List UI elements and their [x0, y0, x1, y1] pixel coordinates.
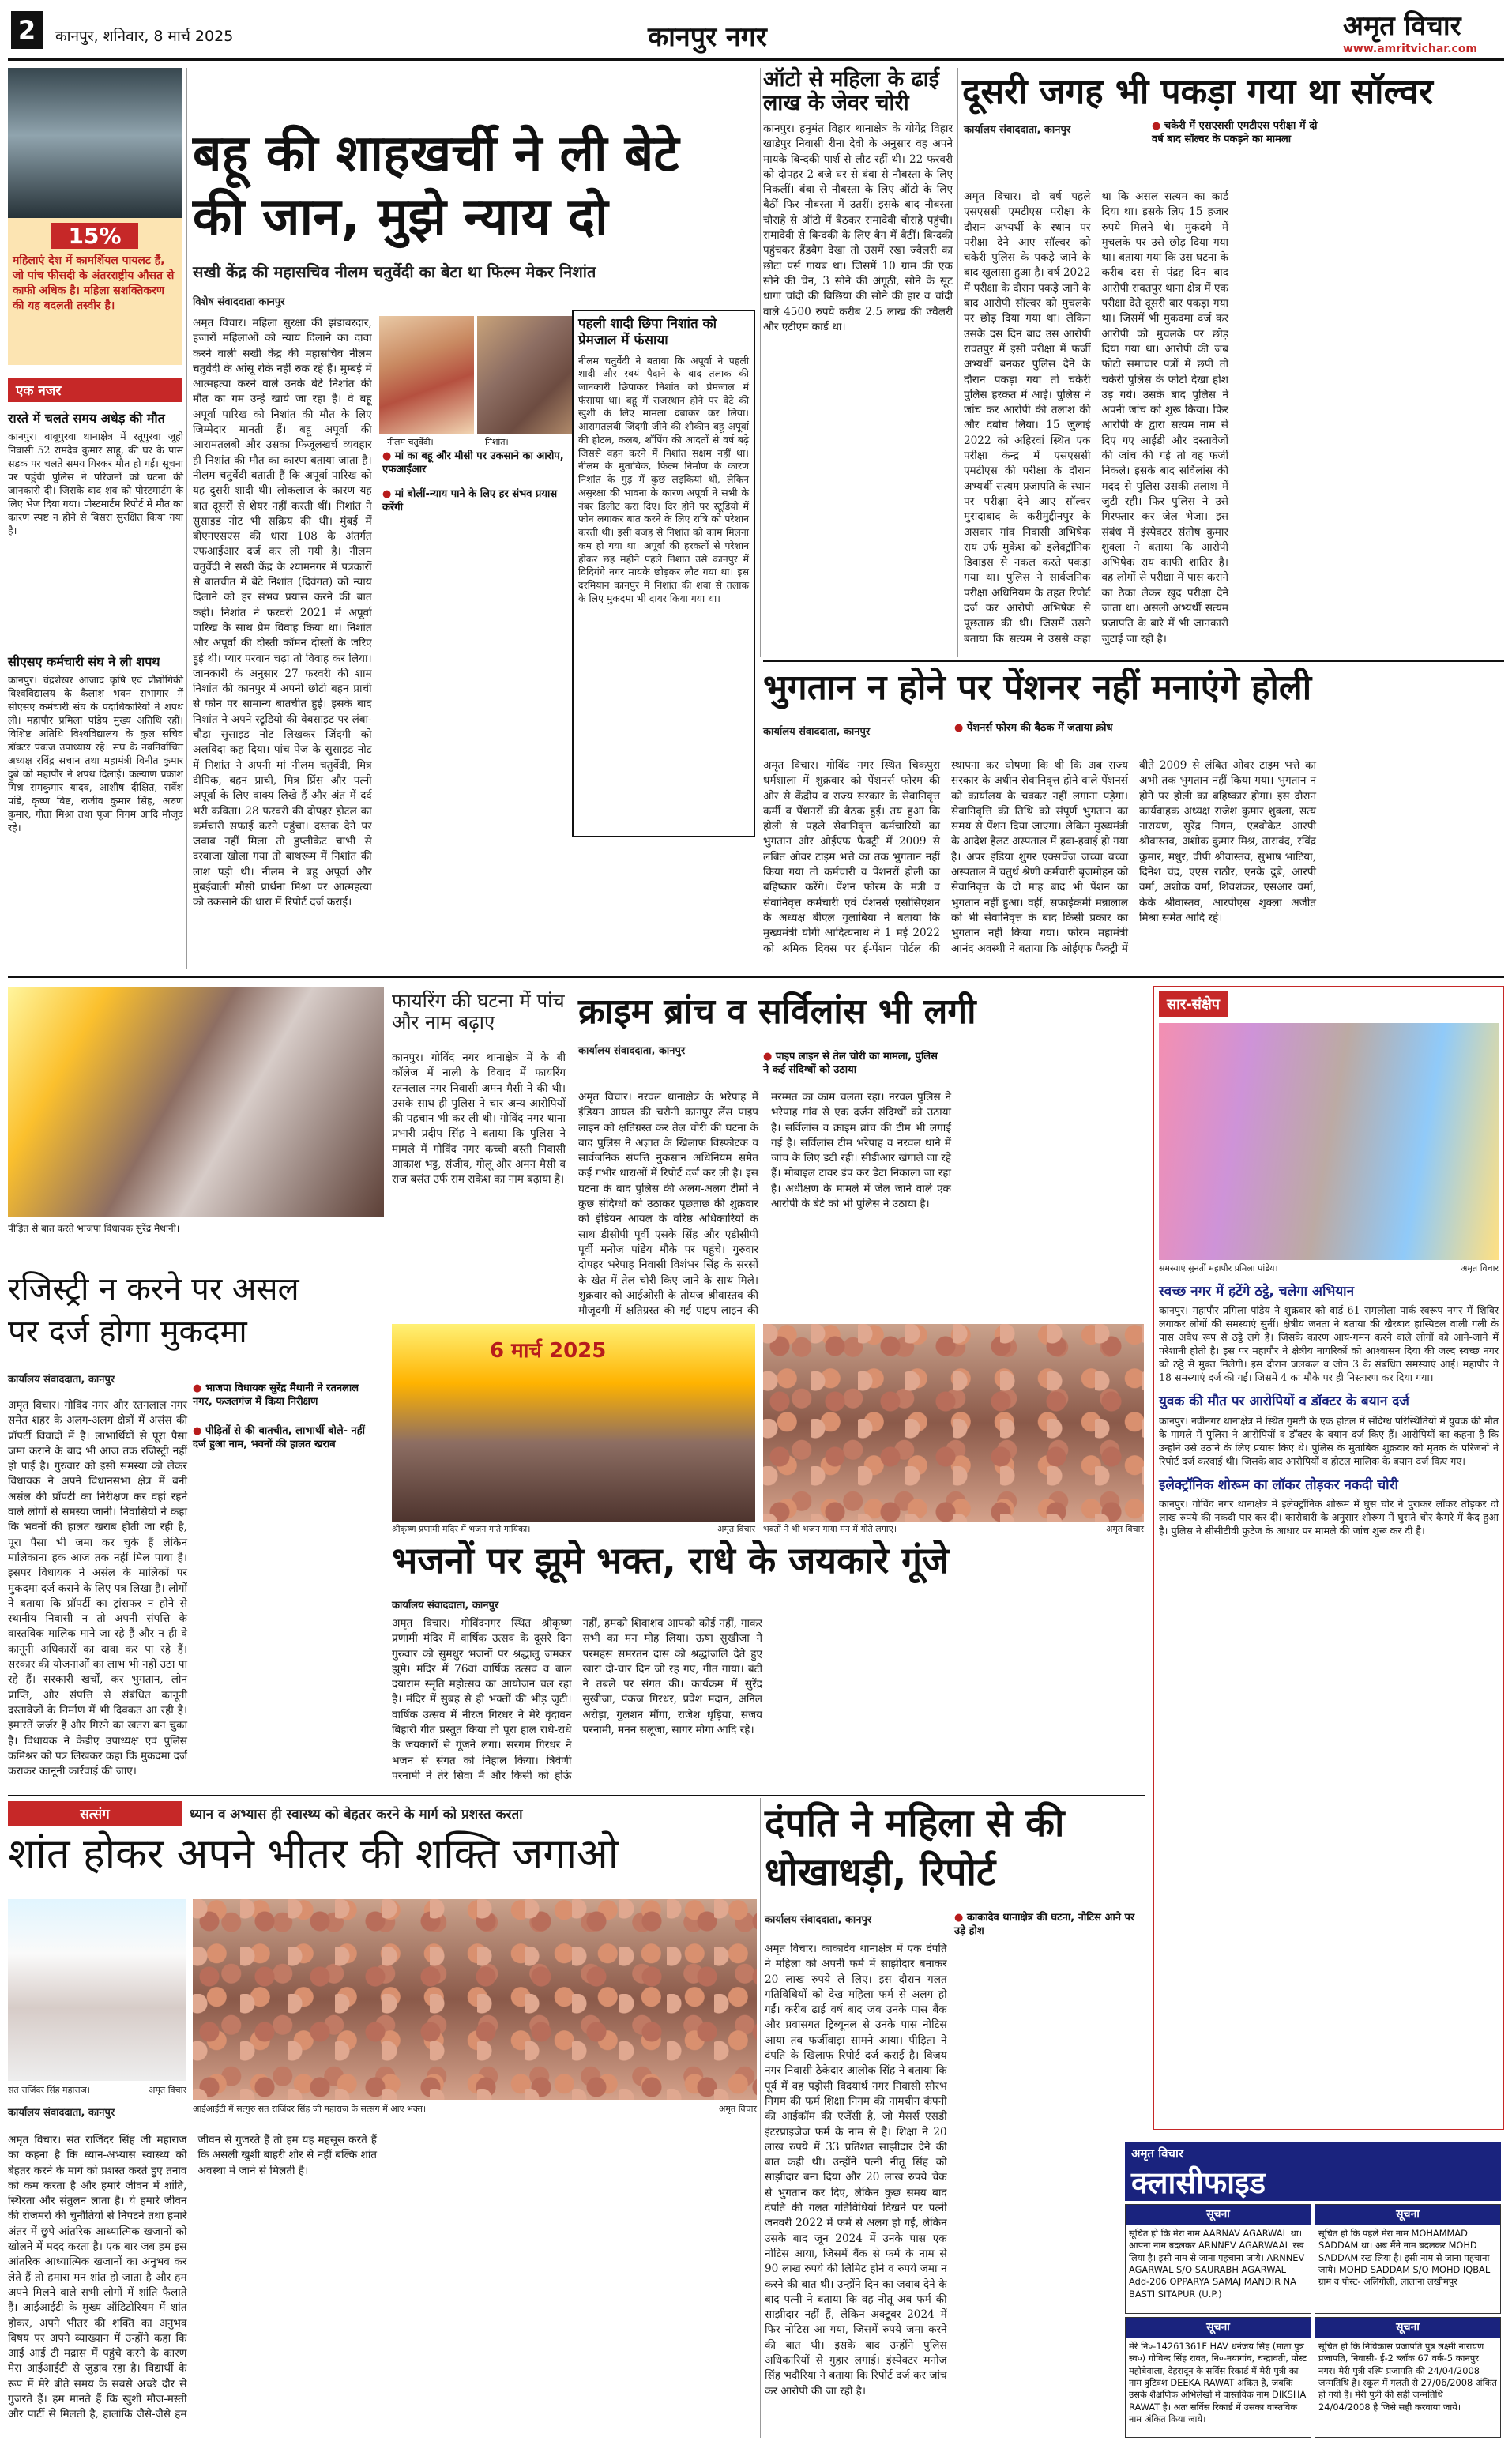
classified-brand: अमृत विचार [1131, 2146, 1183, 2161]
classified-header [1125, 2142, 1501, 2201]
bhajan-credit-1: अमृत विचार [717, 1524, 755, 1534]
sar-caption: समस्याएं सुनतीं महापौर प्रमिला पांडेय। [1159, 1263, 1278, 1273]
satsang-caption-1-row [8, 2084, 186, 2096]
sar-item-3-body: कानपुर। गोविंद नगर थानाक्षेत्र में इलेक्ट्रॉनिक शोरूम में घुस चोर ने पुराकर लॉकर तोड़कर दो लाख रुपये की नकदी पार कर दी। कारोबारी के अनुसार शोरूम में घुसते चोर कैमरे में कैद हुआ है। पुलिस ने सीसीटीवी फुटेज के आधार पर मामले की जांच शुरू कर दी है। [1159, 1497, 1499, 1537]
crime-bullet-text: पाइप लाइन से तेल चोरी का मामला, पुलिस ने कई संदिग्धों को उठाया [763, 1051, 938, 1076]
solver-body: अमृत विचार। दो वर्ष पहले एसएससी एमटीएस परीक्षा के दौरान अभ्यर्थी के स्थान पर परीक्षा देने आए सॉल्वर को चकेरी पुलिस के पकड़े जाने के बाद खुलासा हुआ है। वर्ष 2022 में परीक्षा के दौरान पकड़े जाने के बाद आरोपी सॉल्वर को मुचलके पर छोड़ दिया गया था। लेकिन उसके दस दिन बाद उस आरोपी रावतपुर में इसी परीक्षा में फर्जी अभ्यर्थी बनकर पुलिस देने के दौरान पकड़ा गया तो चकेरी पुलिस हरकत में आई। पुलिस ने जांच कर आरोपी की तलाश की और दबोच लिया। 15 जुलाई 2022 को अहिरवां स्थित एक परीक्षा केन्द्र में एसएससी एमटीएस की परीक्षा के दौरान अभ्यर्थी सत्यम प्रजापति के स्थान पर परीक्षा देने आए सॉल्वर मुरादाबाद के करीमुद्दीनपुर के असवार गांव निवासी अभिषेक राय उर्फ मुकेश को इलेक्ट्रॉनिक डिवाइस से नकल करते पकड़ा गया था। पुलिस ने सार्वजनिक परीक्षा अधिनियम के तहत रिपोर्ट दर्ज कर आरोपी अभिषेक से पूछताछ की थी। जिसमें उसने बताया कि सत्यम ने उससे कहा था कि असल सत्यम का कार्ड दिया था। इसके लिए 15 हजार रुपये मिलने थे। मुकदमे में मुचलके पर उसे छोड़ दिया गया था। बताया गया कि उस घटना के करीब दस से पंद्रह दिन बाद आरोपी रावतपुर थाना क्षेत्र में एक परीक्षा देते दूसरी बार पकड़ा गया था। जिसमें भी मुकदमा दर्ज कर आरोपी को मुचलके पर छोड़ दिया गया था। आरोपी की जब फोटो समाचार पत्रों में छपी तो चकेरी पुलिस के फोटो देखा होश उड़ गये। उसके बाद पुलिस ने अपनी जांच को शुरू किया। फिर आरोपी के द्वारा सत्यम नाम से दिए गए आईडी और दस्तावेजों की जांच की गई तो वह फर्जी निकले। इसके बाद सर्विलांस की मदद से पुलिस उसकी तलाश में जुटी रही। फिर पुलिस ने उसे गिरफ्तार कर जेल भेजा। इस संबंध में इंस्पेक्टर संतोष कुमार शुक्ला ने बताया कि आरोपी अभिषेक राय काफी शातिर है। वह लोगों से परीक्षा में पास कराने का ठेका लेकर खुद परीक्षा देने जाता था। असली अभ्यर्थी सत्यम प्रजापति के बारे में भी जानकारी जुटाई जा रही है। [964, 190, 1228, 645]
brand-logo: अमृत विचार [1343, 10, 1461, 42]
dateline: कानपुर, शनिवार, 8 मार्च 2025 [55, 28, 234, 45]
classified-notice-2 [1315, 2204, 1501, 2314]
fraud-headline-1: दंपति ने महिला से की [765, 1801, 1065, 1845]
lead-body: अमृत विचार। महिला सुरक्षा की झंडाबरदार, हजारों महिलाओं को न्याय दिलाने का दावा करने वाली सखी केंद्र की महासचिव नीलम चतुर्वेदी के आंसू रोके नहीं रुक रहे हैं। मुम्बई में आत्महत्या करने वाले उनके बेटे निशांत की मौत का गम उन्हें खाये जा रहा है। वे बहू अपूर्वा पारिख को निशांत की मौत के लिए जिम्मेदार मानती हैं। बहू अपूर्वा की आरामतलबी और उसका फिजूलखर्च व्यवहार ही निशांत की मौत का कारण बताया जाता है। नीलम चतुर्वेदी बताती हैं कि अपूर्वा पारिख को यह दुसरी शादी थी। लोकलाज के कारण यह बात दूसरों से शेयर नहीं करती थीं। निशांत ने सुसाइड नोट भी सक्रिय की थी। मुंबई में बीएनएसएस की धारा 108 के अंतर्गत एफआईआर दर्ज कर ली गयी है। नीलम चतुर्वेदी ने सखी केंद्र के श्यामनगर में पत्रकारों से बातचीत में बेटे निशांत (दिवंगत) को न्याय दिलाने को हर संभव प्रयास करने की बात कही। निशांत ने फरवरी 2021 में अपूर्वा पारिख के साथ प्रेम विवाह किया था। निशांत और अपूर्वा की दोस्ती कॉमन दोस्तों के जरिए हुई थी। प्यार परवान चढ़ा तो विवाह कर लिया। जानकारी के अनुसार 27 फरवरी की शाम निशांत की कानपुर में अपनी छोटी बहन प्राची से फोन पर सामान्य बातचीत हुई। इसके बाद निशांत ने अपने स्टूडियो की वेबसाइट पर लंबा-चौड़ा सुसाइड नोट लिखकर जिंदगी को अलविदा कह दिया। पांच पेज के सुसाइड नोट में निशांत ने अपनी मां नीलम चतुर्वेदी, मित्र दीपिक, बहन प्राची, मित्र प्रिंस और पत्नी अपूर्वा के लिए वाक्य लिखे हैं और अंत में दर्द भरी कविता। 28 फरवरी की दोपहर होटल का कर्मचारी सफाई करने पहुंचा। दस्तक देने पर जवाब नहीं मिला तो डुप्लीकेट चाभी से दरवाजा खोला गया तो बाथरूम में निशांत की लाश पड़ी थी। नीलम ने बहू अपूर्वा और मुंबईवाली मौसी प्रार्थना मिश्रा पर आत्महत्या को उकसाने की धारा में रिपोर्ट दर्ज कराई। [193, 317, 372, 909]
registry-bullet-1-text: भाजपा विधायक सुरेंद्र मैथानी ने रतनलाल नगर, फजलगंज में किया निरीक्षण [193, 1382, 359, 1408]
masthead [0, 0, 1512, 63]
sar-photo [1159, 1023, 1499, 1260]
lead-bullet-2: ● मां बोलीं-न्याय पाने के लिए हर संभव प्रयास करेंगी [382, 488, 558, 513]
brand-url[interactable]: www.amritvichar.com [1343, 43, 1478, 55]
pension-bullet: ● पेंशनर्स फोरम की बैठक में जताया क्रोध [954, 722, 1113, 734]
crime-byline: कार्यालय संवाददाता, कानपुर [578, 1045, 686, 1057]
ek-nazar-item-2 [8, 654, 183, 834]
notice-3-body: मेरे नि०-14261361F HAV धनंजय सिंह (माता पुत्र स्व०) गोविन्द सिंह रावत, नि०-नयागांव, चन्द्रावती, पोस्ट महोबेवाला, देहरादून के सर्विस रिकार्ड में मेरी पुत्री का नाम त्रुटिवश DEEKA RAWAT अंकित है, जबकि उसके शैक्षणिक अभिलेखों में वास्तविक नाम DIKSHA RAWAT है। अतः सर्विस रिकार्ड में उसका वास्तविक नाम अंकित किया जाये। [1129, 2340, 1307, 2425]
sar-item-3 [1159, 1477, 1499, 1537]
pension-body: अमृत विचार। गोविंद नगर स्थित चिकपुरा धर्मशाला में शुक्रवार को पेंशनर्स फोरम की ओर से केंद्रीय व राज्य सरकार के सेवानिवृत्त कर्मी व पेंशनरों की बैठक हुई। तय हुआ कि होली से पहले सेवानिवृत्त कर्मचारियों का भुगतान और ओईएफ फैक्ट्री में 2009 से लंबित ओवर टाइम भत्ते का तक भुगतान नहीं किया गया तो कर्मचारी व पेंशनरों होली का बहिष्कार करेंगे। पेंशन फोरम के मंत्री व सेवानिवृत्त कर्मचारी एवं पेंशनर्स एसोसिएशन के अध्यक्ष बीएल गुलाबिया ने बताया कि मुख्यमंत्री योगी आदित्यनाथ ने 1 मई 2022 को श्रमिक दिवस पर ई-पेंशन पोर्टल की स्थापना कर घोषणा कि थी कि अब राज्य सरकार के अधीन सेवानिवृत्त होने वाले पेंशनर्स को कार्यालय के चक्कर नहीं लगाना पड़ेगा। सेवानिवृत्ति की तिथि को संपूर्ण भुगतान का समय से पेंशन दिया जाएगा। लेकिन मुख्यमंत्री के आदेश हैलट अस्पताल में हवा-हवाई हो गया है। अपर इंडिया शुगर एक्सचेंज जच्चा बच्चा अस्पताल में चतुर्थ श्रेणी कर्मचारी बृजमोहन को सेवानिवृत्त के दो माह बाद भी पेंशन का भुगतान नहीं हुआ। वहीं, सफाईकर्मी मन्नालाल को भी सेवानिवृत्त के बाद किसी प्रकार का भुगतान नहीं किया गया। फोरम महामंत्री आनंद अवस्थी ने बताया कि ओईएफ फैक्ट्री में बीते 2009 से लंबित ओवर टाइम भत्ते का अभी तक भुगतान नहीं किया गया। भुगतान न होने पर होली का बहिष्कार होगा। इस दौरान कार्यवाहक अध्यक्ष राजेश कुमार शुक्ला, सत्य नारायण, सुरेंद्र निगम, एडवोकेट आरपी श्रीवास्तव, अशोक कुमार मिश्र, तारावंद, रविंद्र कुमार, मधुर, वीपी श्रीवास्तव, सुभाष भाटिया, दिनेश चंद्र, एएस राठौर, एनके दुबे, आरपी वर्मा, अशोक वर्मा, शिवशंकर, एसआर वर्मा, केके श्रीवास्तव, आरपीएस शुक्ला अजीत मिश्रा समेत आदि रहे। [763, 759, 1316, 955]
ek-nazar-head-1: रास्ते में चलते समय अधेड़ की मौत [8, 411, 165, 426]
column-rule [760, 68, 761, 657]
classified-notice-3 [1125, 2317, 1311, 2438]
classified-notice-1 [1125, 2204, 1311, 2314]
column-rule [957, 68, 958, 657]
crime-headline: क्राइम ब्रांच व सर्विलांस भी लगी [578, 991, 976, 1032]
column-rule [186, 68, 187, 969]
firing-headline: फायरिंग की घटना में पांच और नाम बढ़ाए [392, 990, 565, 1033]
jewel-headline: ऑटो से महिला के ढाई लाख के जेवर चोरी [763, 67, 940, 116]
classified-notice-4 [1315, 2317, 1501, 2438]
notice-1-head: सूचना [1126, 2205, 1311, 2225]
lead-box-title: पहली शादी छिपा निशांत को प्रेमजाल में फंसाया [578, 316, 717, 349]
sar-item-1-head: स्वच्छ नगर में हटेंगे ठट्ठे, चलेगा अभियान [1159, 1284, 1355, 1300]
notice-3-head: सूचना [1126, 2318, 1311, 2338]
bhajan-byline: कार्यालय संवाददाता, कानपुर [392, 1600, 499, 1612]
row3-rule [8, 1795, 1145, 1796]
fraud-bullet: ● काकादेव थानाक्षेत्र की घटना, नोटिस आने पर उड़े होश [954, 1912, 1135, 1937]
satsang-byline: कार्यालय संवाददाता, कानपुर [8, 2107, 115, 2119]
registry-byline: कार्यालय संवाददाता, कानपुर [8, 1374, 115, 1386]
ek-nazar-tag: एक नजर [8, 378, 182, 402]
lead-bullet-1-text: मां का बहू और मौसी पर उकसाने का आरोप, एफआईआर [382, 450, 564, 476]
sar-item-2 [1159, 1394, 1499, 1467]
registry-headline-1: रजिस्ट्री न करने पर असल [8, 1271, 299, 1307]
ek-nazar-body-1: कानपुर। बाबूपुरवा थानाक्षेत्र में रतूपुरवा जूही निवासी 52 रामदेव कुमार साहू, की घर के पास सड़क पर चलते समय गिरकर मौत हो गई। सूचना पर पहुंची पुलिस ने परिजनों को घटना की जानकारी दी। जिसके बाद शव को पोस्टमार्टम के लिए भेज दिया गया। पोस्टमार्टम रिपोर्ट में मौत का कारण स्पष्ट न होने से बिसरा सुरक्षित किया गया है। [8, 431, 183, 536]
sar-item-1 [1159, 1284, 1499, 1384]
satsang-photo-crowd [193, 1899, 757, 2100]
pension-headline: भुगतान न होने पर पेंशनर नहीं मनाएंगे होली [763, 668, 1312, 708]
sar-item-3-head: इलेक्ट्रॉनिक शोरूम का लॉकर तोड़कर नकदी चोरी [1159, 1476, 1398, 1493]
pension-byline: कार्यालय संवाददाता, कानपुर [763, 726, 871, 738]
crime-body: अमृत विचार। नरवल थानाक्षेत्र के भरेपाह में इंडियन आयल की चरौनी कानपुर लेंस पाइप लाइन को क्षतिग्रस्त कर तेल चोरी की घटना के बाद पुलिस ने अज्ञात के खिलाफ विस्फोटक व सार्वजनिक संपत्ति नुकसान अधिनियम समेत कई गंभीर धाराओं में रिपोर्ट दर्ज कर ली है। इस घटना के बाद पुलिस की अलग-अलग टीमों ने कुछ संदिग्धों को उठाकर पूछताछ की शुक्रवार को इंडियन आयल के वरिष्ठ अधिकारियों के साथ डीसीपी पूर्वी एसके सिंह और एडीसीपी पूर्वी मनोज पांडेय मौके पर पहुंचे। गुरुवार दोपहर भरेपाह निवासी विशंभर सिंह के सरसों के खेत में तेल चोरी किए जाने के साथ मिले। शुक्रवार को आईओसी के तोयज श्रीवास्तव की मौजूदगी में क्षतिग्रस्त की गई पाइप लाइन की मरम्मत का काम चलता रहा। नरवल पुलिस ने भरेपाह गांव से एक दर्जन संदिग्धों को उठाया है। सर्विलांस व क्राइम ब्रांच की टीम भी लगाई गई है। सर्विलांस टीम भरेपाह व नरवल थाने में जांच के लिए डटी रही। सीडीआर खंगाले जा रहे हैं। मोबाइल टावर डंप कर डेटा निकाला जा रहा है। अधीक्षण के मामले में जेल जाने वाले एक आरोपी के बेटे को भी पुलिस ने उठाया है। [578, 1091, 951, 1318]
section-title: कानपुर नगर [648, 21, 767, 53]
satsang-credit-2: अमृत विचार [718, 2104, 757, 2114]
header-rule [8, 58, 1504, 61]
crime-bullet: ● पाइप लाइन से तेल चोरी का मामला, पुलिस ने कई संदिग्धों को उठाया [763, 1051, 938, 1076]
lead-byline: विशेष संवाददाता कानपुर [193, 296, 285, 308]
bhajan-credit-2: अमृत विचार [1105, 1524, 1144, 1534]
sar-item-2-body: कानपुर। नवीनगर थानाक्षेत्र में स्थित गुमटी के एक होटल में संदिग्ध परिस्थितियों में युवक की मौत के मामले में पुलिस ने आरोपियों व डॉक्टर के बयान दर्ज किए हैं। आरोपियों का कहना है कि उन्होंने उसे उठाने के लिए प्रयास किए थे। पुलिस के मुताबिक शुक्रवार को मृतक के परिजनों ने रिपोर्ट दर्ज करवाई थी। जिसके बाद आरोपियों व होटल मालिक के बयान दर्ज किए गए। [1159, 1414, 1499, 1467]
fraud-byline: कार्यालय संवाददाता, कानपुर [765, 1914, 872, 1926]
classified-box [1122, 2138, 1504, 2438]
notice-4-head: सूचना [1315, 2318, 1500, 2338]
satsang-caption-2: आईआईटी में सत्गुरु संत राजिंदर सिंह जी महाराज के सत्संग में आए भक्त। [193, 2104, 427, 2114]
registry-bullet-2: ● पीड़ितों से की बातचीत, लाभार्थी बोले- नहीं दर्ज हुआ नाम, भवनों की हालत खराब [193, 1425, 366, 1450]
sar-item-1-body: कानपुर। महापौर प्रमिला पांडेय ने शुक्रवार को वार्ड 61 रामलीला पार्क स्वरूप नगर में शिविर लगाकर लोगों की समस्याएं सुनीं। क्षेत्रीय जनता ने बताया की खैरबाद हास्पिटल वाली गली के पास अवैध रूप से ठट्ठे लगे हैं। जिसके कारण आय-गमन करने वाले लोगों को आने-जाने में परेशानी होती है। इस पर महापौर ने क्षेत्रीय नागरिकों को आश्वासन दिया की जल्द स्वच्छ नगर को ठट्ठे से मुक्त मिलेगी। इस दौरान जलकल व जोन 3 के संबंधित समस्याएं आईं। महापौर ने 18 समस्याएं दर्ज की गईं। जिसमें 4 का मौके पर ही निस्तारण कर दिया गया। [1159, 1304, 1499, 1384]
solver-byline: कार्यालय संवाददाता, कानपुर [964, 124, 1071, 136]
ek-nazar-item-1 [8, 411, 183, 537]
page-number: 2 [11, 11, 43, 49]
fraud-headline-2: धोखाधड़ी, रिपोर्ट [765, 1850, 996, 1894]
sar-tag: सार-संक्षेप [1159, 991, 1228, 1017]
pilot-text: महिलाएं देश में कामर्शियल पायलट हैं, जो पांच फीसदी के अंतरराष्ट्रीय औसत से काफी अधिक है। महिला सशक्तिकरण की यह बदलती तस्वीर है। [13, 254, 175, 312]
lead-caption-mother: नीलम चतुर्वेदी। [387, 437, 434, 447]
mla-photo [8, 987, 384, 1217]
pilot-box [8, 218, 182, 365]
bhajan-caption-1-row [392, 1523, 755, 1535]
bhajan-caption-2: भक्तों ने भी भजन गाया मन में गोते लगाए। [763, 1524, 897, 1534]
bhajan-caption-1: श्रीकृष्ण प्रणामी मंदिर में भजन गाते गायिका। [392, 1524, 531, 1534]
sar-credit: अमृत विचार [1460, 1263, 1499, 1273]
satsang-credit-1: अमृत विचार [148, 2085, 186, 2095]
lead-caption-son: निशांत। [485, 437, 509, 447]
fraud-bullet-text: काकादेव थानाक्षेत्र की घटना, नोटिस आने पर उड़े होश [954, 1912, 1135, 1937]
satsang-caption-1: संत राजिंदर सिंह महाराज। [8, 2085, 90, 2095]
lead-bullet-2-text: मां बोलीं-न्याय पाने के लिए हर संभव प्रयास करेंगी [382, 488, 558, 513]
pilot-pct: 15% [51, 223, 138, 249]
row2-rule [8, 976, 1504, 978]
notice-2-head: सूचना [1315, 2205, 1500, 2225]
classified-grid [1125, 2204, 1501, 2438]
lead-headline-2: की जान, मुझे न्याय दो [193, 188, 608, 246]
sar-item-2-head: युवक की मौत पर आरोपियों व डॉक्टर के बयान दर्ज [1159, 1394, 1409, 1410]
solver-bullet: ● चकेरी में एसएससी एमटीएस परीक्षा में दो वर्ष बाद सॉल्वर के पकड़ने का मामला [1152, 120, 1318, 145]
bhajan-banner: 6 मार्च 2025 [490, 1339, 607, 1363]
bhajan-body: अमृत विचार। गोविंदनगर स्थित श्रीकृष्ण प्रणामी मंदिर में वार्षिक उत्सव के दूसरे दिन गुरुवार को सुमधुर भजनों पर श्रद्धालु जमकर झूमे। मंदिर में 76वां वार्षिक उत्सव व बाल दयाराम स्मृति महोत्सव का आयोजन चल रहा है। मंदिर में सुबह से ही भक्तों की भीड़ जुटी। वार्षिक उत्सव में नीरज गिरधर ने मेरे वृंदावन बिहारी गीत प्रस्तुत किया तो पूरा हाल राधे-राधे के जयकारों से गूंजने लगा। सरगम गिरधर ने भजन से संगत को निहाल किया। त्रिवेणी परनामी ने तेरे सिवा मैं और किसी को होऊं नहीं, हमको शिवाशव आपको कोई नहीं, गाकर सभी का मन मोह लिया। ऊषा सुखीजा ने परमहंस समरतन दास को श्रद्धांजलि देते हुए खारा दो-चार दिन जो रह गए, गीत गाया। बंटी ने तबले पर संगत की। कार्यक्रम में सुरेंद्र सुखीजा, पंकज गिरधर, प्रवेश मदान, अनिल अरोड़ा, गुलशन मौंगा, राजेश धृड़िया, संजय परनामी, मनन सलूजा, सागर मोगा आदि रहे। [392, 1617, 762, 1782]
satsang-headline: शांत होकर अपने भीतर की शक्ति जगाओ [8, 1830, 619, 1878]
classified-title: क्लासीफाइड [1131, 2165, 1266, 2200]
column-rule [760, 1798, 761, 2438]
bhajan-headline: भजनों पर झूमे भक्त, राधे के जयकारे गूंजे [392, 1539, 950, 1582]
pension-bullet-text: पेंशनर्स फोरम की बैठक में जताया क्रोध [966, 722, 1113, 734]
fraud-body: अमृत विचार। काकादेव थानाक्षेत्र में एक दंपति ने महिला को अपनी फर्म में साझीदार बनाकर 20 लाख रुपये ले लिए। इस दौरान गलत गतिविधियों को देख महिला फर्म से अलग हो गईं। करीब ढाई वर्ष बाद जब उनके पास बैंक और प्रवासगत ट्रिब्यूनल से उनके पास नोटिस आया तब फर्जीवाड़ा सामने आया। पीड़िता ने दंपति के खिलाफ रिपोर्ट दर्ज कराई है। विजय नगर निवासी ठेकेदार आलोक सिंह ने बताया कि पूर्व में वह पड़ोसी विदयार्थ नगर निवासी सौरभ निगम की फर्म शिक्षा निगम की नामचीन कंपनी की आईकॉम की एजेंसी है, जो मैसर्स एसडी इंटरप्राइजेज फर्म के नाम से है। शिक्षा ने 20 लाख रुपये में 33 प्रतिशत साझीदार देने की बात कही थी। उन्होंने पत्नी नीतू सिंह को साझीदार बना दिया और 20 लाख रुपये चेक से भुगतान कर दिए, लेकिन कुछ समय बाद दंपति की गलत गतिविधियां दिखने पर पत्नी जनवरी 2022 में फर्म से अलग हो गईं, लेकिन उसके बाद जून 2024 में उनके पास एक नोटिस आया, जिसमें बैंक से फर्म के नाम से 90 लाख रुपये की लिमिट होने व रुपये जमा न करने की बात थी। उन्होंने दिन का जवाब देने के बाद पत्नी ने बताया कि वह नीतू अब फर्म की साझीदार नहीं हैं, लेकिन अक्टूबर 2024 में फिर नोटिस आ गया, जिसमें रुपये जमा करने की बात थी। इसके बाद उन्होंने पुलिस अधिकारियों से गुहार लगाई। इंस्पेक्टर मनोज सिंह भदौरिया ने बताया कि रिपोर्ट दर्ज कर जांच कर आरोपी की जा रही है। [765, 1943, 947, 2398]
bhajan-photo-2 [763, 1324, 1144, 1522]
ek-nazar-body-2: कानपुर। चंद्रशेखर आजाद कृषि एवं प्रौद्योगिकी विश्वविद्यालय के कैलाश भवन सभागार में सीएसए कर्मचारी संघ के पदाधिकारियों ने शपथ ली। महापौर प्रमिला पांडेय मुख्य अतिथि रहीं। विशिष्ट अतिथि विश्वविद्यालय के कुल सचिव डॉक्टर पंकज उपाध्याय रहे। संघ के नवनिर्वाचित अध्यक्ष रविंद्र सचान तथा महामंत्री विनीत कुमार दुबे को महापौर ने शपथ दिलाई। कल्याण प्रकाश मिश्र रामकुमार यादव, आशीष दीक्षित, सर्वेश पांडे, कृष्ण बिष्ट, राजीव कुमार सिंह, अरुण कुमार, गीता मिश्रा तथा पूजा निगम आदि मौजूद रहे। [8, 674, 183, 833]
firing-body: कानपुर। गोविंद नगर थानाक्षेत्र में के बी कॉलेज में नाली के विवाद में फायरिंग रतनलाल नगर निवासी अमन मैसी ने की थी। उसके साथ ही पुलिस ने चार अन्य आरोपियों की पहचान भी कर ली थी। गोविंद नगर थाना प्रभारी प्रदीप सिंह ने बताया कि पुलिस ने मामले में गोविंद नगर कच्ची बस्ती निवासी आकाश भट्ट, संजीव, गोलू और अमन मैसी व राज बसंत उर्फ राम राकेश का नाम बढ़ाया है। [392, 1051, 566, 1187]
pension-rule [763, 660, 1504, 662]
sar-caption-row [1159, 1262, 1499, 1274]
satsang-body: अमृत विचार। संत राजिंदर सिंह जी महाराज का कहना है कि ध्यान-अभ्यास स्वास्थ्य को बेहतर करने के मार्ग को प्रशस्त करते हुए तनाव को कम करता है और हमारे जीवन में शांति, स्थिरता और संतुलन लाता है। ये हमारे जीवन की रोजमर्रा की चुनौतियों से निपटने तथा हमारे अंतर में छुपे आंतरिक आध्यात्मिक खजानों को खोलने में मदद करता है। एक बार जब हम इस आंतरिक आध्यात्मिक खजानों का अनुभव कर लेते हैं तो हमारा मन शांत हो जाता है और हम अपने मिलने वाले सभी लोगों में शांति फैलाते हैं। आईआईटी के मुख्य ऑडिटोरियम में शांत होकर, अपने भीतर की शक्ति का अनुभव विषय पर अपने व्याख्यान में उन्होंने कहा कि आई आई टी मद्रास में पहुंचे करने के कारण मेरा आईआईटी से जुड़ाव रहा है। विद्यार्थी के रूप में मेरे बीते समय के सबसे अच्छे दौर से गुजरते हैं। हम मानते हैं कि खुशी मौज-मस्ती और पार्टी से मिलती है, हालांकि जैसे-जैसे हम जीवन से गुजरते हैं तो हम यह महसूस करते हैं कि असली खुशी बाहरी शोर से नहीं बल्कि शांत अवस्था में जाने से मिलती है। [8, 2134, 377, 2421]
registry-headline-2: पर दर्ज होगा मुकदमा [8, 1314, 247, 1350]
registry-body: अमृत विचार। गोविंद नगर और रतनलाल नगर समेत शहर के अलग-अलग क्षेत्रों में असंस की प्रॉपर्टी विवादों में है। लाभार्थियों से पूरा पैसा जमा कराने के बाद भी आज तक रजिस्ट्री नहीं हो पाई है। गुरुवार को इसी समस्या को लेकर विधायक ने अपने विधानसभा क्षेत्र में बनी असंल की प्रॉपर्टी का निरीक्षण कर वहां रहने वाले लोगों से समस्या जानी। निवासियों ने कहा कि भवनों की हालत खराब होती जा रही है, पूरा पैसा भी जमा कर चुके हैं लेकिन मालिकाना हक आज तक नहीं मिल पाया है। इसपर विधायक ने असंल के मालिकों पर मुकदमा दर्ज कराने के लिए पत्र लिखा है। लोगों ने बताया कि प्रॉपर्टी का ट्रांसफर न होने से स्थानीय निवासी न तो अपनी संपत्ति के वास्तविक मालिक माने जा रहे हैं और न ही वे कानूनी अधिकारों का दावा कर पा रहे हैं। सरकार की योजनाओं का लाभ भी नहीं उठा पा रहे हैं। सरकारी खर्चों, कर भुगतान, लोन प्राप्ति, और संपत्ति से संबंधित कानूनी दस्तावेजों के निर्माण में भी दिक्कत आ रही है। इमारतें जर्जर हैं और गिरने का खतरा बन चुका है। विधायक ने केडीए उपाध्यक्ष एवं पुलिस कमिश्नर को पत्र लिखकर कहा कि मुकदमा दर्ज कराकर कानूनी कार्रवाई की जाए। [8, 1399, 187, 1778]
satsang-photo-saint [8, 1899, 186, 2081]
solver-headline: दूसरी जगह भी पकड़ा गया था सॉल्वर [962, 72, 1433, 112]
satsang-tag: सत्संग [8, 1801, 182, 1826]
lead-box-body: नीलम चतुर्वेदी ने बताया कि अपूर्वा ने पहली शादी और स्वयं पैदाने के बाद तलाक की जानकारी छिपाकर निशांत को प्रेमजाल में फंसाया था। बहू में राजस्थान होने पर वेटे की खुशी के लिए मामला दबाकर कर लिया। आरामतलबी जिंदगी जीने की शौकीन बहू अपूर्वा की होटल, कलब, शॉपिंग की आदतों से वर्ष बढ़े जिससे वहन करने में निशांत सक्षम नहीं था। नीलम के मुताबिक, फिल्म निर्माण के कारण निशांत के गुड़ में कुछ लड़कियां थीं, लेकिन असुरक्षा की भावना के कारण अपूर्वा ने सभी के नंबर डिलीट करा दिए। दिर होने पर स्टूडियो में फोन लगाकर बात करने के लिए रात्रि को परेशान करती थी। इसी वजह से निशांत को काम मिलना कम हो गया था। अपूर्वा की हरकतों से परेशान होकर छह महीने पहले निशांत उसे कानपुर में विदिगंगे नगर मायके छोड़कर लौट गया था। इस दरमियान कानपुर में निशांत की शवा से तलाक के लिए मुकदमा भी दायर किया गया था। [578, 354, 749, 604]
satsang-strap: ध्यान व अभ्यास ही स्वास्थ्य को बेहतर करने के मार्ग को प्रशस्त करता [190, 1807, 523, 1822]
notice-4-body: सूचित हो कि निविकास प्रजापति पुत्र लक्ष्मी नारायण प्रजापति, निवासी- ई-2 ब्लॉक 67 वर्क-5 कानपुर नगर। मेरी पुत्री रश्मि प्रजापति की 24/04/2008 जन्मतिथि है। स्कूल में गलती से 27/06/2008 अंकित हो गयी है। मेरी पुत्री की सही जन्मतिथि 24/04/2008 है जिसे सही करवाया जाये। [1318, 2340, 1497, 2413]
registry-bullet-1: ● भाजपा विधायक सुरेंद्र मैथानी ने रतनलाल नगर, फजलगंज में किया निरीक्षण [193, 1382, 359, 1408]
notice-1-body: सूचित हो कि मेरा नाम AARNAV AGARWAL था। आपना नाम बदलकर ARNNEV AGARWAAL रख लिया है। इसी नाम से जाना पहचाना जाये। ARNNEV AGARWAL S/O SAURABH AGARWAL Add-206 OPPARYA SAMAJ MANDIR NA BASTI SITAPUR (U.P.) [1129, 2227, 1305, 2300]
ek-nazar-head-2: सीएसए कर्मचारी संघ ने ली शपथ [8, 654, 160, 669]
mla-caption: पीड़ित से बात करते भाजपा विधायक सुरेंद्र मैथानी। [8, 1223, 180, 1234]
registry-bullet-2-text: पीड़ितों से की बातचीत, लाभार्थी बोले- नहीं दर्ज हुआ नाम, भवनों की हालत खराब [193, 1425, 366, 1450]
solver-bullet-text: चकेरी में एसएससी एमटीएस परीक्षा में दो वर्ष बाद सॉल्वर के पकड़ने का मामला [1152, 120, 1318, 145]
bhajan-caption-2-row [763, 1523, 1144, 1535]
lead-box [572, 310, 755, 837]
lead-deck: सखी केंद्र की महासचिव नीलम चतुर्वेदी का बेटा था फिल्म मेकर निशांत [193, 262, 596, 281]
pilot-photo [8, 68, 182, 218]
notice-2-body: सूचित हो कि पहले मेरा नाम MOHAMMAD SADDAM था। अब मैंने नाम बदलकर MOHD SADDAM रख लिया है। इसी नाम से जाना पहचाना जाये। MOHD SADDAM S/O MOHD IQBAL ग्राम व पोस्ट- अलिगोली, लालाना लखीमपुर [1318, 2227, 1491, 2288]
lead-headline-1: बहू की शाहखर्ची ने ली बेटे [193, 125, 679, 183]
lead-bullet-1: ● मां का बहू और मौसी पर उकसाने का आरोप, एफआईआर [382, 450, 564, 476]
jewel-body: कानपुर। हनुमंत विहार थानाक्षेत्र के योगेंद्र विहार खाडेपुर निवासी रीना देवी के अनुसार वह अपने मायके बिन्दकी पार्श से लौट रहीं थी। 22 फरवरी को दोपहर 2 बजे घर से बंबा से नौबस्ता के लिए निकलीं। बंबा से नौबस्ता के लिए ऑटो के लिए बैठीं फिर नौबस्ता में उतरीं। इसके बाद नौबस्ता चौराहे से ऑटो में बैठकर रामादेवी चौराहे पहुंची। रामादेवी से बिन्दकी के लिए बैग में बैठीं। बिन्दकी पहुंचकर हैंडबैग देखा तो उसमें रखा ज्वैलरी का छोटा पर्स गायब था। जिसमें 10 ग्राम की एक सोने की चेन, 3 सोने की अंगूठी, सोने के सूट धागा चांदी की बिछिया की सोने की हार व चांदी वाले 4500 रुपये करीब 2.5 लाख की ज्वैलरी और एटीएम कार्ड था। [763, 122, 953, 333]
satsang-caption-2-row [193, 2103, 757, 2115]
